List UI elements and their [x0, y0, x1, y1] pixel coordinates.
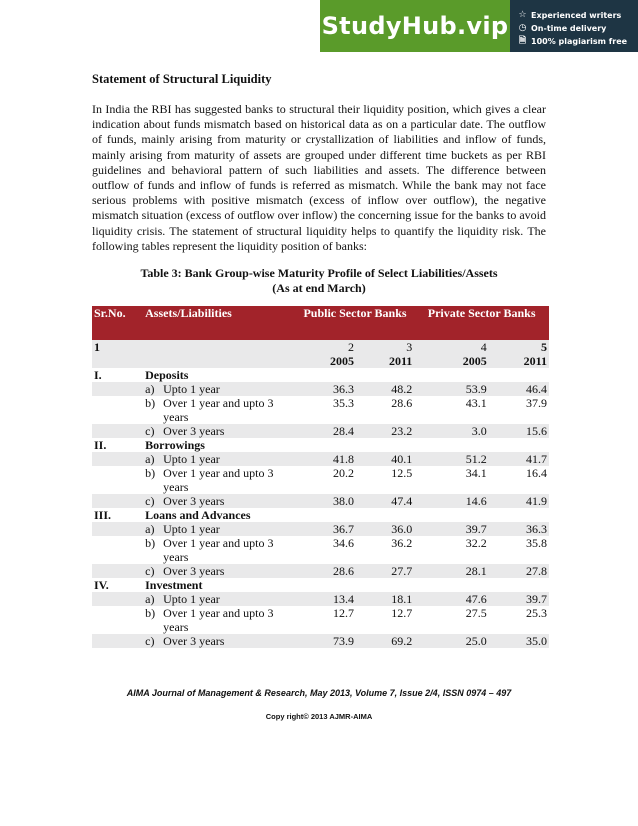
value-cell: 20.2 [332, 466, 354, 481]
row-marker: a) [145, 592, 155, 607]
row-label-text: Over 1 year and upto 3 years [163, 606, 274, 635]
value-cell: 36.0 [356, 522, 414, 536]
value-cell: 16.4 [526, 466, 547, 481]
value-cell: 35.0 [489, 634, 549, 648]
value-cell: 36.7 [296, 522, 356, 536]
empty-cell [414, 438, 488, 452]
empty-cell [92, 606, 143, 634]
row-label [143, 452, 296, 466]
colnum-cell: 3 [356, 340, 414, 354]
row-marker: c) [145, 494, 155, 509]
group-number: III. [94, 508, 112, 523]
value-cell: 27.5 [465, 606, 487, 621]
value-cell: 13.4 [296, 592, 356, 606]
value-cell: 28.1 [414, 564, 488, 578]
table-row [92, 396, 549, 424]
table-row [92, 634, 549, 648]
value-cell: 28.6 [296, 564, 356, 578]
row-label-text: Over 1 year and upto 3 years [163, 536, 274, 565]
studyhub-logo[interactable] [320, 0, 510, 52]
row-label-text: Upto 1 year [163, 592, 220, 607]
empty-cell [356, 438, 414, 452]
document-body [92, 72, 546, 648]
table-row [92, 564, 549, 578]
copyright-notice: Copy right© 2013 AJMR-AIMA [265, 712, 373, 721]
feature-plagiarism-free [518, 36, 632, 47]
row-marker: a) [145, 382, 155, 397]
empty-cell [92, 564, 143, 578]
value-cell: 25.3 [526, 606, 547, 621]
row-marker: b) [145, 396, 156, 411]
col-header-srno: Sr.No. [94, 306, 126, 321]
row-label [143, 592, 296, 606]
value-cell: 12.7 [332, 606, 354, 621]
row-label-text: Over 3 years [163, 494, 225, 509]
value-cell: 3.0 [414, 424, 488, 438]
row-marker: c) [145, 424, 155, 439]
group-number: I. [94, 368, 102, 383]
empty-cell [489, 438, 549, 452]
row-marker: a) [145, 452, 155, 467]
group-number: II. [94, 438, 107, 453]
value-cell: 14.6 [414, 494, 488, 508]
year-cell: 2011 [356, 354, 414, 368]
row-marker: a) [145, 522, 155, 537]
empty-cell [414, 578, 488, 592]
clock-icon: ◷ [518, 22, 527, 33]
table-header-row [92, 306, 549, 340]
value-cell: 73.9 [296, 634, 356, 648]
value-cell: 34.6 [332, 536, 354, 551]
table-row [92, 606, 549, 634]
row-label [143, 382, 296, 396]
row-label-text: Over 3 years [163, 564, 225, 579]
empty-cell [489, 508, 549, 522]
empty-cell [489, 578, 549, 592]
year-cell: 2011 [489, 354, 549, 368]
value-cell: 41.8 [296, 452, 356, 466]
empty-cell [92, 536, 143, 564]
table-row [92, 592, 549, 606]
value-cell: 23.2 [356, 424, 414, 438]
row-label [143, 466, 296, 494]
row-label-text: Over 3 years [163, 424, 225, 439]
empty-cell [92, 424, 143, 438]
value-cell: 34.1 [465, 466, 487, 481]
value-cell: 51.2 [414, 452, 488, 466]
feature-label: 100% plagiarism free [531, 36, 628, 46]
group-row [92, 438, 549, 452]
value-cell: 12.5 [391, 466, 413, 481]
row-marker: b) [145, 466, 156, 481]
value-cell: 37.9 [526, 396, 547, 411]
table-row [92, 494, 549, 508]
col-header-public-sector: Public Sector Banks [303, 306, 407, 321]
row-label [143, 634, 296, 648]
empty-cell [296, 368, 356, 382]
value-cell: 41.7 [489, 452, 549, 466]
value-cell: 36.2 [391, 536, 413, 551]
colnum-cell: 1 [92, 340, 143, 354]
logo-text: StudyHub.vip [321, 12, 509, 40]
table-row [92, 466, 549, 494]
row-label-text: Upto 1 year [163, 522, 220, 537]
feature-label: Experienced writers [531, 10, 622, 20]
value-cell: 41.9 [489, 494, 549, 508]
table-subtitle: (As at end March) [272, 281, 366, 296]
empty-cell [92, 382, 143, 396]
colnum-cell: 2 [296, 340, 356, 354]
colnum-cell: 5 [489, 340, 549, 354]
year-cell: 2005 [296, 354, 356, 368]
value-cell: 48.2 [356, 382, 414, 396]
table-title [92, 266, 546, 296]
empty-cell [296, 438, 356, 452]
feature-on-time-delivery [518, 23, 632, 34]
row-label [143, 522, 296, 536]
row-label [143, 564, 296, 578]
value-cell: 38.0 [296, 494, 356, 508]
value-cell: 25.0 [414, 634, 488, 648]
star-icon: ☆ [518, 9, 527, 20]
value-cell: 18.1 [356, 592, 414, 606]
col-header-assets: Assets/Liabilities [145, 306, 232, 321]
row-marker: c) [145, 634, 155, 649]
group-name: Loans and Advances [145, 508, 251, 523]
row-marker: b) [145, 536, 156, 551]
year-cell: 2005 [414, 354, 488, 368]
value-cell: 46.4 [489, 382, 549, 396]
value-cell: 27.8 [489, 564, 549, 578]
row-marker: c) [145, 564, 155, 579]
column-number-row [92, 340, 549, 354]
value-cell: 43.1 [465, 396, 487, 411]
value-cell: 39.7 [489, 592, 549, 606]
value-cell: 36.3 [296, 382, 356, 396]
row-label-text: Upto 1 year [163, 452, 220, 467]
empty-cell [356, 578, 414, 592]
row-label-text: Over 3 years [163, 634, 225, 649]
empty-cell [414, 508, 488, 522]
group-name: Investment [145, 578, 203, 593]
group-row [92, 368, 549, 382]
empty-cell [92, 592, 143, 606]
empty-cell [92, 522, 143, 536]
empty-cell [296, 578, 356, 592]
empty-cell [356, 508, 414, 522]
value-cell: 47.6 [414, 592, 488, 606]
year-row [92, 354, 549, 368]
empty-cell [296, 508, 356, 522]
col-header-private-sector: Private Sector Banks [427, 306, 536, 321]
empty-cell [92, 466, 143, 494]
empty-cell [489, 368, 549, 382]
group-row [92, 508, 549, 522]
value-cell: 35.8 [526, 536, 547, 551]
empty-cell [92, 396, 143, 424]
row-label [143, 424, 296, 438]
empty-cell [92, 634, 143, 648]
colnum-cell: 4 [414, 340, 488, 354]
row-label [143, 494, 296, 508]
document-check-icon: 🗎 [518, 35, 527, 46]
studyhub-banner[interactable] [320, 0, 638, 52]
banner-features [510, 0, 638, 52]
value-cell: 27.7 [356, 564, 414, 578]
journal-citation: AIMA Journal of Management & Research, May 2013, Volume 7, Issue 2/4, ISSN 0974 – 497 [126, 688, 512, 698]
group-number: IV. [94, 578, 109, 593]
group-row [92, 578, 549, 592]
group-name: Deposits [145, 368, 189, 383]
value-cell: 32.2 [465, 536, 487, 551]
body-paragraph: In India the RBI has suggested banks to structural their liquidity position, which gives a clear indication about funds mismatch based on historical data as on a particular date. The outflow of funds, mainly arising from maturity or crystallization of liabilities and inflow of funds, mainly arising from maturity of assets are grouped under different time buckets as per RBI guidelines and behavioral pattern of such liabilities and assets. The difference between outflow of funds and inflow of funds is referred as mismatch. While the bank may not face serious problems with positive mismatch (excess of inflow over outflow), the negative mismatch situation (excess of outflow over inflow) the concerning issue for the banks to avoid liquidity crisis. The statement of structural liquidity helps to quantify the liquidity risk. The following tables represent the liquidity position of banks: [92, 102, 546, 253]
feature-experienced-writers [518, 10, 632, 21]
group-name: Borrowings [145, 438, 205, 453]
row-marker: b) [145, 606, 156, 621]
table-row [92, 522, 549, 536]
maturity-profile-table [92, 306, 549, 648]
table-row [92, 424, 549, 438]
feature-label: On-time delivery [531, 23, 607, 33]
empty-cell [92, 494, 143, 508]
value-cell: 28.4 [296, 424, 356, 438]
value-cell: 69.2 [356, 634, 414, 648]
empty-cell [92, 452, 143, 466]
empty-cell [356, 368, 414, 382]
row-label-text: Over 1 year and upto 3 years [163, 396, 274, 425]
table-row [92, 452, 549, 466]
value-cell: 28.6 [391, 396, 413, 411]
value-cell: 47.4 [356, 494, 414, 508]
section-heading: Statement of Structural Liquidity [92, 72, 272, 86]
row-label-text: Over 1 year and upto 3 years [163, 466, 274, 495]
table-title-line: Table 3: Bank Group-wise Maturity Profile of Select Liabilities/Assets [140, 266, 498, 281]
value-cell: 35.3 [332, 396, 354, 411]
table-row [92, 382, 549, 396]
value-cell: 53.9 [414, 382, 488, 396]
empty-cell [414, 368, 488, 382]
row-label [143, 536, 296, 564]
value-cell: 15.6 [489, 424, 549, 438]
row-label [143, 396, 296, 424]
value-cell: 36.3 [489, 522, 549, 536]
value-cell: 40.1 [356, 452, 414, 466]
value-cell: 39.7 [414, 522, 488, 536]
value-cell: 12.7 [391, 606, 413, 621]
row-label-text: Upto 1 year [163, 382, 220, 397]
table-row [92, 536, 549, 564]
row-label [143, 606, 296, 634]
